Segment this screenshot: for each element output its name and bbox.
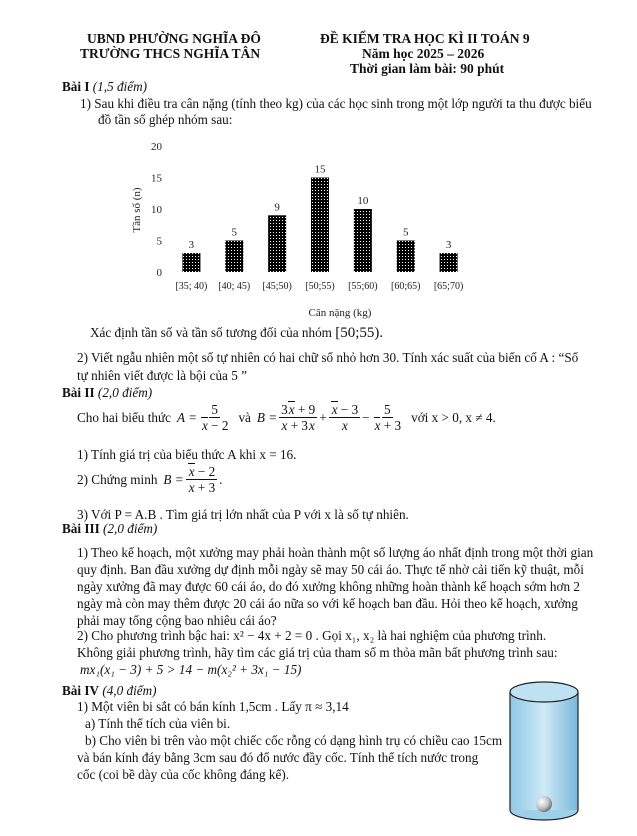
expr-a-fraction: $\frac{5}{x - 2}$ xyxy=(201,402,229,433)
expr-a-label: A = xyxy=(176,409,197,425)
bai2-intro-prefix: Cho hai biểu thức xyxy=(77,409,171,425)
x-category-label: [50;55) xyxy=(305,281,335,292)
bai3-p2-line1: 2) Cho phương trình bậc hai: x² − 4x + 2 = 0 . Gọi x₁, x₂ là hai nghiệm của phương trình. xyxy=(77,628,547,643)
y-tick-label: 10 xyxy=(151,204,162,216)
x-category-label: [60;65) xyxy=(390,281,421,292)
y-tick-label: 0 xyxy=(156,267,162,279)
x-category-label: [65;70) xyxy=(433,281,464,292)
bai3-points: (2,0 điểm) xyxy=(103,521,158,536)
cup-with-ball-illustration xyxy=(504,676,584,824)
bar-data-label: 3 xyxy=(445,239,452,252)
expr-b-term3: $\frac{5}{x + 3}$ xyxy=(374,402,402,433)
bai3-p1-line1: 1) Theo kế hoạch, một xưởng may phải hoàn thành một số lượng áo nhất định trong một thời gian xyxy=(77,545,594,560)
bai4-title: Bài IV xyxy=(62,683,100,698)
chart-x-axis-label: Cân nặng (kg) xyxy=(308,307,372,319)
x-category-label: [35; 40) xyxy=(175,281,208,292)
bai4-qb-line3: cốc (coi bề dày của cốc không đáng kể). xyxy=(77,767,290,782)
cup-top-rim xyxy=(510,682,578,702)
bai1-points: (1,5 điểm) xyxy=(92,79,147,94)
bai2-q3: 3) Với P = A.B . Tìm giá trị lớn nhất của P với x là số tự nhiên. xyxy=(77,507,409,522)
y-tick-label: 15 xyxy=(151,172,162,185)
school-district: UBND PHƯỜNG NGHĨA ĐÔ xyxy=(87,31,261,46)
x-category-label: [45;50) xyxy=(262,281,292,292)
x-category-label: [40; 45) xyxy=(218,281,251,292)
expr-b-term1: $\frac{3x + 9}{x + 3x}$ xyxy=(281,402,316,433)
bai2-q2-prefix: 2) Chứng minh xyxy=(77,471,158,487)
school-year: Năm học 2025 – 2026 xyxy=(362,46,485,61)
bai3-title: Bài III xyxy=(62,521,100,536)
bai4-q1: 1) Một viên bi sắt có bán kính 1,5cm . Lấy π ≈ 3,14 xyxy=(77,699,349,714)
bai3-p1-line5: phải may tổng cộng bao nhiêu cái áo? xyxy=(77,613,277,628)
bai3-p2-line2: Không giải phương trình, hãy tìm các giá trị của tham số m thỏa mãn bất phương trình sau: xyxy=(77,645,558,660)
bai2-condition: với x > 0, x ≠ 4. xyxy=(411,409,496,425)
expr-b-term2: $\frac{x - 3}{x}$ xyxy=(329,402,360,433)
bai1-q1-group: [50;55). xyxy=(335,325,384,341)
exam-title: ĐỀ KIỂM TRA HỌC KÌ II TOÁN 9 xyxy=(320,31,530,46)
frequency-bar-chart xyxy=(110,132,490,322)
chart-bar xyxy=(397,241,415,273)
bai2-points: (2,0 điểm) xyxy=(97,385,153,400)
bar-data-label: 15 xyxy=(314,163,326,176)
bai4-heading xyxy=(62,683,157,699)
chart-bar xyxy=(225,241,243,273)
bai2-q1: 1) Tính giá trị của biểu thức A khi x = 16. xyxy=(77,447,297,462)
bar-data-label: 3 xyxy=(188,239,195,252)
bai1-q1-ask xyxy=(90,325,383,342)
chart-bar xyxy=(440,253,458,272)
bai2-title: Bài II xyxy=(62,385,95,400)
bai1-q1-line2: đồ tần số ghép nhóm sau: xyxy=(98,112,233,127)
bar-data-label: 5 xyxy=(402,226,409,239)
q2-b-label: B = xyxy=(163,471,184,487)
chart-y-axis-label: Tần số (n) xyxy=(131,187,143,233)
bai1-q1-ask-text: Xác định tần số và tần số tương đối của nhóm xyxy=(90,325,332,340)
bai3-p1-line4: ngày mà còn may thêm được 20 cái áo nữa so với kế hoạch ban đầu. Hỏi theo kế hoạch, xưởng xyxy=(77,596,578,611)
chart-bar xyxy=(182,253,200,272)
bai3-heading xyxy=(62,521,157,537)
chart-bar xyxy=(311,178,329,273)
bai2-and: và xyxy=(238,409,251,425)
chart-bar xyxy=(354,209,372,272)
school-name: TRƯỜNG THCS NGHĨA TÂN xyxy=(80,46,261,61)
bai4-points: (4,0 điểm) xyxy=(102,683,157,698)
bai1-q1-line1: 1) Sau khi điều tra cân nặng (tính theo kg) của các học sinh trong một lớp người ta thu được biểu xyxy=(80,96,592,111)
bai3-p1-line2: quy định. Ban đầu xưởng dự định mỗi ngày sẽ may 50 cái áo. Thực tế nhờ cải tiến kỹ thuật, mỗi xyxy=(77,562,584,577)
y-tick-label: 20 xyxy=(151,141,162,153)
bar-data-label: 10 xyxy=(357,195,369,207)
steel-ball xyxy=(536,796,552,812)
bai1-q2-line2: tự nhiên viết được là bội của 5 ” xyxy=(77,368,247,383)
bai2-intro: Cho hai biểu thức A = $\frac{5}{x - 2}$ và B = $\frac{3x + 9}{x + 3x}$ + $\frac{x - 3}{x}$ − $\frac{5}{x + 3}$ với x > 0, x ≠ 4. xyxy=(77,402,496,433)
x-category-label: [55;60) xyxy=(348,281,378,292)
bai4-qa: a) Tính thể tích của viên bi. xyxy=(85,716,231,731)
bai1-q2-line1: 2) Viết ngẫu nhiên một số tự nhiên có hai chữ số nhỏ hơn 30. Tính xác suất của biến cố A : “Số xyxy=(77,350,579,365)
time-limit: Thời gian làm bài: 90 phút xyxy=(350,61,505,76)
bai1-heading xyxy=(62,79,147,95)
bai1-title: Bài I xyxy=(62,79,90,94)
bai3-p2-inequality: mx₁(x₁ − 3) + 5 > 14 − m(x₂² + 3x₁ − 15) xyxy=(80,662,302,677)
bai3-p1-line3: ngày xưởng đã may được 60 cái áo, do đó xưởng không những hoàn thành kế hoạch sớm hơn 2 xyxy=(77,579,580,594)
bar-data-label: 5 xyxy=(231,226,238,239)
expr-b-label: B = xyxy=(256,409,278,425)
chart-bar xyxy=(268,215,286,272)
q2-b-fraction: $\frac{x - 2}{x + 3}$ xyxy=(186,464,217,495)
bai2-q2: 2) Chứng minh B = $\frac{x - 2}{x + 3}$ . xyxy=(77,464,223,495)
bar-data-label: 9 xyxy=(274,201,280,214)
bai4-qb-line2: và bán kính đáy bằng 3cm sau đó đổ nước đầy cốc. Tính thể tích nước trong xyxy=(77,750,479,765)
bai4-qb-line1: b) Cho viên bi trên vào một chiếc cốc rỗng có dạng hình trụ có chiều cao 15cm xyxy=(85,733,503,748)
cup-water xyxy=(510,692,578,810)
bai2-heading xyxy=(62,385,152,401)
y-tick-label: 5 xyxy=(156,235,162,248)
